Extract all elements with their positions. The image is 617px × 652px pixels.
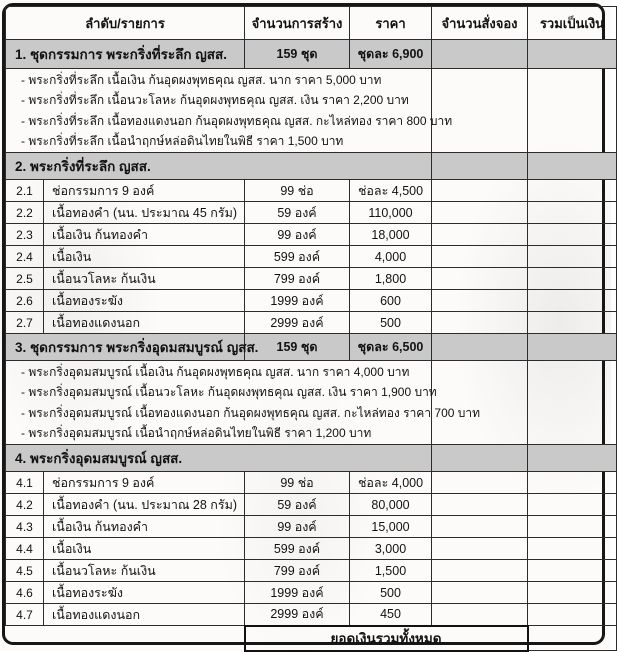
row-qty: 59 องค์ (245, 202, 350, 224)
row-no: 4.4 (6, 538, 44, 560)
section1-bullets-total-cell (528, 69, 617, 153)
row-price: 80,000 (350, 494, 432, 516)
row-order-cell (432, 494, 528, 516)
row-order-cell (432, 224, 528, 246)
section4-title: 4. พระกริ่งอุดมสมบูรณ์ ญสส. (6, 445, 432, 472)
row-order-cell (432, 538, 528, 560)
bullet-line: - พระกริ่งอุดมสมบูรณ์ เนื้อนวะโลหะ ก้นอุดผงพุทธคุณ ญสส. เงิน ราคา 1,900 บาท (21, 385, 437, 399)
item-row-2-1 (6, 180, 617, 202)
row-label: ช่อกรรมการ 9 องค์ (44, 180, 245, 202)
row-order-cell (432, 472, 528, 494)
row-order-cell (432, 582, 528, 604)
bullet-line: - พระกริ่งที่ระลึก เนื้อทองแดงนอก ก้นอุดผงพุทธคุณ ญสส. กะไหล่ทอง ราคา 800 บาท (21, 113, 453, 128)
row-no: 2.2 (6, 202, 44, 224)
item-row-2-5 (6, 268, 617, 290)
row-price: 500 (350, 582, 432, 604)
row-total-cell (528, 494, 617, 516)
section3-bullets-order-cell (432, 361, 528, 445)
col-header-qty: จำนวนการสร้าง (245, 7, 350, 40)
row-order-cell (432, 268, 528, 290)
row-qty: 99 ช่อ (245, 472, 350, 494)
section4-total-cell (528, 445, 617, 472)
row-total-cell (528, 472, 617, 494)
row-no: 2.1 (6, 180, 44, 202)
row-label: เนื้อทองคำ (นน. ประมาณ 45 กรัม) (44, 202, 245, 224)
row-label: เนื้อทองแดงนอก (44, 604, 245, 626)
row-price: ช่อละ 4,500 (350, 180, 432, 202)
item-row-2-6 (6, 290, 617, 312)
row-label: ช่อกรรมการ 9 องค์ (44, 472, 245, 494)
section3-bullets (6, 361, 481, 445)
row-no: 2.4 (6, 246, 44, 268)
section2-band-row (6, 153, 617, 180)
item-row-4-3 (6, 516, 617, 538)
col-header-price: ราคา (350, 7, 432, 40)
row-qty: 99 องค์ (245, 516, 350, 538)
row-label: เนื้อเงิน (44, 246, 245, 268)
row-no: 2.5 (6, 268, 44, 290)
section2-order-cell (432, 153, 528, 180)
row-label: เนื้อนวโลหะ ก้นเงิน (44, 268, 245, 290)
section3-title: 3. ชุดกรรมการ พระกริ่งอุดมสมบูรณ์ ญสส. (6, 334, 245, 361)
table-frame (2, 3, 605, 645)
item-row-4-7 (6, 604, 617, 626)
bullet-line: - พระกริ่งอุดมสมบูรณ์ เนื้อนำฤกษ์หล่อดินไทยในพิธี ราคา 1,200 บาท (21, 426, 372, 440)
row-no: 4.2 (6, 494, 44, 516)
col-header-total: รวมเป็นเงิน (528, 7, 617, 40)
row-qty: 1999 องค์ (245, 290, 350, 312)
section2-title: 2. พระกริ่งที่ระลึก ญสส. (6, 153, 432, 180)
row-qty: 99 องค์ (245, 224, 350, 246)
row-total-cell (528, 604, 617, 626)
row-price: 15,000 (350, 516, 432, 538)
section3-order-cell (432, 334, 528, 361)
row-label: เนื้อทองแดงนอก (44, 312, 245, 334)
section1-order-cell (432, 40, 528, 69)
row-total-cell (528, 224, 617, 246)
row-label: เนื้อทองระฆัง (44, 582, 245, 604)
bullet-line: - พระกริ่งที่ระลึก เนื้อเงิน ก้นอุดผงพุทธคุณ ญสส. นาก ราคา 5,000 บาท (21, 72, 382, 87)
row-total-cell (528, 538, 617, 560)
section3-bullets-row (6, 361, 617, 445)
section4-band-row (6, 445, 617, 472)
section1-total-cell (528, 40, 617, 69)
row-total-cell (528, 268, 617, 290)
row-total-cell (528, 290, 617, 312)
bullet-line: - พระกริ่งอุดมสมบูรณ์ เนื้อทองแดงนอก ก้นอุดผงพุทธคุณ ญสส. กะไหล่ทอง ราคา 700 บาท (21, 405, 481, 420)
section3-total-cell (528, 334, 617, 361)
section1-qty: 159 ชุด (245, 40, 350, 69)
item-row-4-2 (6, 494, 617, 516)
row-total-cell (528, 312, 617, 334)
row-order-cell (432, 604, 528, 626)
row-price: 600 (350, 290, 432, 312)
row-qty: 599 องค์ (245, 538, 350, 560)
row-no: 4.3 (6, 516, 44, 538)
order-form-table (5, 6, 617, 652)
bullet-line: - พระกริ่งที่ระลึก เนื้อนวะโลหะ ก้นอุดผงพุทธคุณ ญสส. เงิน ราคา 2,200 บาท (21, 93, 409, 107)
bullet-line: - พระกริ่งอุดมสมบูรณ์ เนื้อเงิน ก้นอุดผงพุทธคุณ ญสส. นาก ราคา 4,000 บาท (21, 364, 410, 379)
row-total-cell (528, 202, 617, 224)
row-no: 2.7 (6, 312, 44, 334)
row-total-cell (528, 180, 617, 202)
col-header-item: ลำดับ/รายการ (6, 7, 245, 40)
row-order-cell (432, 560, 528, 582)
table-header-row (6, 7, 617, 40)
row-no: 4.7 (6, 604, 44, 626)
row-total-cell (528, 560, 617, 582)
item-row-4-4 (6, 538, 617, 560)
row-label: เนื้อทองคำ (นน. ประมาณ 28 กรัม) (44, 494, 245, 516)
grand-total-label: ยอดเงินรวมทั้งหมด (245, 626, 528, 651)
row-no: 4.1 (6, 472, 44, 494)
section3-band-row (6, 334, 617, 361)
row-price: 1,800 (350, 268, 432, 290)
row-label: เนื้อเงิน ก้นทองคำ (44, 224, 245, 246)
row-label: เนื้อทองระฆัง (44, 290, 245, 312)
section3-bullets-total-cell (528, 361, 617, 445)
row-price: 3,000 (350, 538, 432, 560)
row-qty: 1999 องค์ (245, 582, 350, 604)
row-order-cell (432, 290, 528, 312)
row-no: 2.6 (6, 290, 44, 312)
row-order-cell (432, 516, 528, 538)
footer-row (6, 626, 617, 651)
section1-title: 1. ชุดกรรมการ พระกริ่งที่ระลึก ญสส. (6, 40, 245, 69)
section3-qty: 159 ชุด (245, 334, 350, 361)
item-row-2-4 (6, 246, 617, 268)
row-price: 4,000 (350, 246, 432, 268)
row-no: 4.5 (6, 560, 44, 582)
row-qty: 599 องค์ (245, 246, 350, 268)
row-qty: 99 ช่อ (245, 180, 350, 202)
row-no: 2.3 (6, 224, 44, 246)
row-order-cell (432, 312, 528, 334)
row-price: 1,500 (350, 560, 432, 582)
section1-bullets (6, 69, 453, 153)
row-total-cell (528, 516, 617, 538)
item-row-2-3 (6, 224, 617, 246)
row-price: 500 (350, 312, 432, 334)
row-no: 4.6 (6, 582, 44, 604)
row-qty: 2999 องค์ (245, 604, 350, 626)
row-order-cell (432, 202, 528, 224)
row-qty: 799 องค์ (245, 268, 350, 290)
row-price: 110,000 (350, 202, 432, 224)
item-row-4-5 (6, 560, 617, 582)
row-price: 18,000 (350, 224, 432, 246)
row-price: ช่อละ 4,000 (350, 472, 432, 494)
section1-band-row (6, 40, 617, 69)
row-qty: 59 องค์ (245, 494, 350, 516)
item-row-4-6 (6, 582, 617, 604)
section2-total-cell (528, 153, 617, 180)
row-price: 450 (350, 604, 432, 626)
item-row-4-1 (6, 472, 617, 494)
footer-empty-cell (6, 626, 245, 651)
row-label: เนื้อเงิน (44, 538, 245, 560)
item-row-2-2 (6, 202, 617, 224)
section3-price: ชุดละ 6,500 (350, 334, 432, 361)
row-label: เนื้อเงิน ก้นทองคำ (44, 516, 245, 538)
section4-order-cell (432, 445, 528, 472)
item-row-2-7 (6, 312, 617, 334)
row-label: เนื้อนวโลหะ ก้นเงิน (44, 560, 245, 582)
section1-price: ชุดละ 6,900 (350, 40, 432, 69)
row-order-cell (432, 180, 528, 202)
row-qty: 2999 องค์ (245, 312, 350, 334)
grand-total-amount-cell (528, 626, 617, 651)
section1-bullets-order-cell (432, 69, 528, 153)
row-total-cell (528, 246, 617, 268)
col-header-order: จำนวนสั่งจอง (432, 7, 528, 40)
row-total-cell (528, 582, 617, 604)
row-qty: 799 องค์ (245, 560, 350, 582)
bullet-line: - พระกริ่งที่ระลึก เนื้อนำฤกษ์หล่อดินไทยในพิธี ราคา 1,500 บาท (21, 134, 344, 148)
row-order-cell (432, 246, 528, 268)
section1-bullets-row (6, 69, 617, 153)
